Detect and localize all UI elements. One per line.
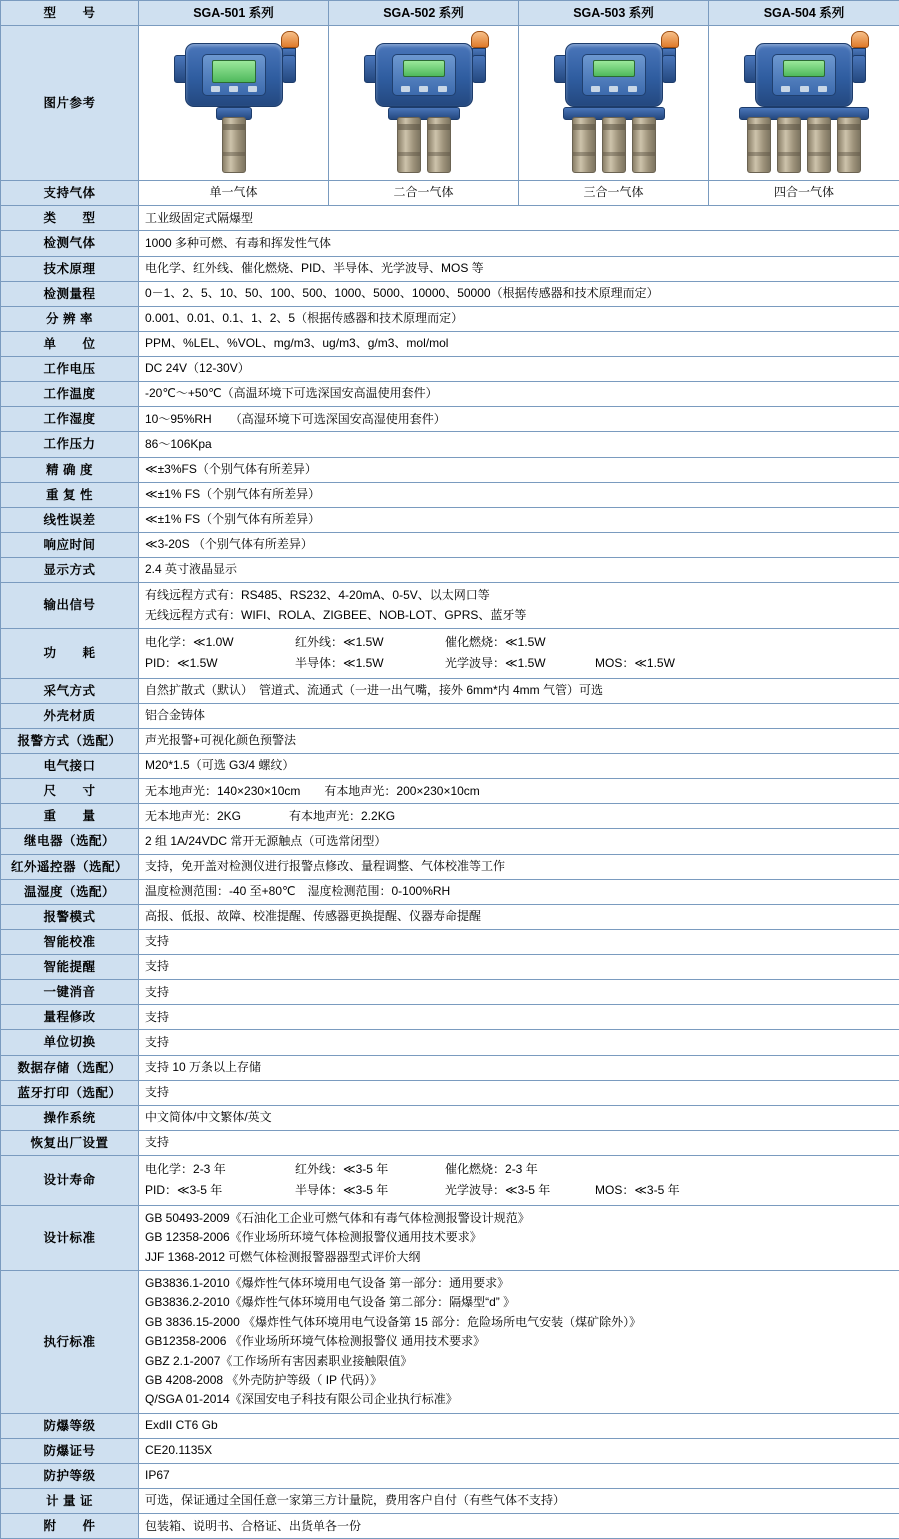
life-line-2 (145, 1180, 893, 1201)
table-row-metrology-certificate (1, 1489, 899, 1514)
row-value-smart-calibration: 支持 (139, 929, 899, 954)
row-label-design-standard: 设计标准 (1, 1205, 139, 1270)
model-cell-3: SGA-503 系列 (519, 1, 709, 26)
table-row-smart-calibration (1, 929, 899, 954)
device-face (582, 54, 646, 96)
row-label-image: 图片参考 (1, 26, 139, 181)
row-label-pressure: 工作压力 (1, 432, 139, 457)
row-label-ex-certificate: 防爆证号 (1, 1438, 139, 1463)
table-row-ip-rating (1, 1464, 899, 1489)
device-buttons (781, 86, 827, 92)
table-row-type (1, 206, 899, 231)
sensor-group (222, 117, 246, 173)
power-item-name: PID： (145, 656, 177, 670)
sensor-probe (397, 117, 421, 173)
output-line-wired: 有线远程方式有：RS485、RS232、4-20mA、0-5V、以太网口等 (145, 586, 893, 605)
row-value-design-life (139, 1156, 899, 1206)
table-row-sampling (1, 678, 899, 703)
row-value-design-standard (139, 1205, 899, 1270)
row-value-linearity: ≪±1% FS（个别气体有所差异） (139, 507, 899, 532)
life-item-value: 2-3 年 (505, 1162, 538, 1176)
gas-support-cell-3: 三合一气体 (519, 181, 709, 206)
sensor-probe (807, 117, 831, 173)
power-item-name: 光学波导： (445, 656, 505, 670)
row-value-voltage: DC 24V（12-30V） (139, 357, 899, 382)
model-cell-2: SGA-502 系列 (329, 1, 519, 26)
sensor-probe (427, 117, 451, 173)
power-item-value: ≪1.5W (505, 635, 546, 649)
power-item (595, 654, 745, 673)
table-row-housing (1, 703, 899, 728)
row-value-electrical-interface: M20*1.5（可选 G3/4 螺纹） (139, 754, 899, 779)
device-display (593, 60, 635, 77)
row-label-sampling: 采气方式 (1, 678, 139, 703)
row-value-humidity: 10～95%RH （高湿环境下可选深国安高湿使用套件） (139, 407, 899, 432)
device-image-1 (139, 26, 329, 181)
power-item-name: MOS： (595, 656, 634, 670)
row-value-temperature: -20℃～+50℃（高温环境下可选深国安高温使用套件） (139, 382, 899, 407)
table-row-factory-reset (1, 1130, 899, 1155)
sensor-probe (747, 117, 771, 173)
table-row-principle (1, 256, 899, 281)
life-line-1 (145, 1159, 893, 1180)
row-label-alarm-method: 报警方式（选配） (1, 728, 139, 753)
row-label-smart-reminder: 智能提醒 (1, 955, 139, 980)
mount-bracket-right (282, 55, 296, 83)
device-body (185, 43, 283, 107)
device-face (392, 54, 456, 96)
model-cell-1: SGA-501 系列 (139, 1, 329, 26)
mount-bracket-right (472, 55, 486, 83)
output-line-wireless: 无线远程方式有：WIFI、ROLA、ZIGBEE、NOB-LOT、GPRS、蓝牙等 (145, 606, 893, 625)
device-illustration-triple (529, 29, 699, 177)
row-value-pressure: 86～106Kpa (139, 432, 899, 457)
row-value-relay: 2 组 1A/24VDC 常开无源触点（可选常闭型） (139, 829, 899, 854)
device-body (755, 43, 853, 107)
life-item (595, 1181, 745, 1200)
row-value-housing: 铝合金铸体 (139, 703, 899, 728)
life-item-name: 催化燃烧： (445, 1162, 505, 1176)
table-row-image (1, 26, 899, 181)
life-item-value: ≪3-5 年 (505, 1183, 550, 1197)
row-label-principle: 技术原理 (1, 256, 139, 281)
device-display (212, 60, 256, 83)
sensor-probe (572, 117, 596, 173)
row-label-unit-switch: 单位切换 (1, 1030, 139, 1055)
row-value-factory-reset: 支持 (139, 1130, 899, 1155)
row-label-linearity: 线性误差 (1, 507, 139, 532)
exec-standard-line: GB 4208-2008 《外壳防护等级（ IP 代码）》 (145, 1371, 893, 1390)
row-label-resolution: 分 辨 率 (1, 306, 139, 331)
row-value-metrology-certificate: 可选，保证通过全国任意一家第三方计量院，费用客户自付（有些气体不支持） (139, 1489, 899, 1514)
table-row-data-storage (1, 1055, 899, 1080)
row-value-unit-switch: 支持 (139, 1030, 899, 1055)
table-row-ex-rating (1, 1413, 899, 1438)
table-row-design-life (1, 1156, 899, 1206)
table-row-humidity (1, 407, 899, 432)
device-buttons (211, 86, 257, 92)
row-value-weight: 无本地声光：2KG 有本地声光：2.2KG (139, 804, 899, 829)
row-label-temp-humidity-option: 温湿度（选配） (1, 879, 139, 904)
row-label-range-modify: 量程修改 (1, 1005, 139, 1030)
row-value-ir-remote: 支持，免开盖对检测仪进行报警点修改、量程调整、气体校准等工作 (139, 854, 899, 879)
table-row-unit (1, 331, 899, 356)
row-label-factory-reset: 恢复出厂设置 (1, 1130, 139, 1155)
table-row-resolution (1, 306, 899, 331)
row-label-detect-gas: 检测气体 (1, 231, 139, 256)
table-row-design-standard (1, 1205, 899, 1270)
table-row-one-key-mute (1, 980, 899, 1005)
life-item-value: ≪3-5 年 (177, 1183, 222, 1197)
table-row-power (1, 628, 899, 678)
device-image-4 (709, 26, 899, 181)
row-label-exec-standard: 执行标准 (1, 1271, 139, 1414)
row-value-data-storage: 支持 10 万条以上存储 (139, 1055, 899, 1080)
row-value-os: 中文简体/中文繁体/英文 (139, 1105, 899, 1130)
device-illustration-dual (339, 29, 509, 177)
row-label-temperature: 工作温度 (1, 382, 139, 407)
power-item-value: ≪1.5W (634, 656, 675, 670)
device-body (375, 43, 473, 107)
gas-support-cell-4: 四合一气体 (709, 181, 899, 206)
device-face (772, 54, 836, 96)
sensor-group (747, 117, 861, 173)
row-label-range: 检测量程 (1, 281, 139, 306)
mount-bracket-right (852, 55, 866, 83)
row-value-display: 2.4 英寸液晶显示 (139, 558, 899, 583)
row-value-resolution: 0.001、0.01、0.1、1、2、5（根据传感器和技术原理而定） (139, 306, 899, 331)
power-item-value: ≪1.5W (505, 656, 546, 670)
power-item (295, 633, 445, 652)
power-item-value: ≪1.5W (343, 635, 384, 649)
row-label-repeatability: 重 复 性 (1, 482, 139, 507)
row-label-os: 操作系统 (1, 1105, 139, 1130)
device-display (403, 60, 445, 77)
row-label-weight: 重 量 (1, 804, 139, 829)
exec-standard-line: GBZ 2.1-2007《工作场所有害因素职业接触限值》 (145, 1352, 893, 1371)
table-row-ex-certificate (1, 1438, 899, 1463)
life-item-value: ≪3-5 年 (343, 1183, 388, 1197)
row-label-ir-remote: 红外遥控器（选配） (1, 854, 139, 879)
table-row-smart-reminder (1, 955, 899, 980)
life-item-value: ≪3-5 年 (343, 1162, 388, 1176)
row-value-alarm-method: 声光报警+可视化颜色预警法 (139, 728, 899, 753)
design-standard-line: JJF 1368-2012 可燃气体检测报警器器型式评价大纲 (145, 1248, 893, 1267)
life-item (145, 1160, 295, 1179)
row-label-power: 功 耗 (1, 628, 139, 678)
table-row-exec-standard (1, 1271, 899, 1414)
power-item-name: 催化燃烧： (445, 635, 505, 649)
row-label-data-storage: 数据存储（选配） (1, 1055, 139, 1080)
table-row-voltage (1, 357, 899, 382)
power-item (445, 633, 595, 652)
life-item (145, 1181, 295, 1200)
row-label-accuracy: 精 确 度 (1, 457, 139, 482)
row-label-output-signal: 输出信号 (1, 583, 139, 629)
row-label-accessories: 附 件 (1, 1514, 139, 1539)
power-item-value: ≪1.0W (193, 635, 234, 649)
gas-support-cell-1: 单一气体 (139, 181, 329, 206)
device-buttons (401, 86, 447, 92)
row-value-ex-certificate: CE20.1135X (139, 1438, 899, 1463)
table-row-pressure (1, 432, 899, 457)
life-item-name: MOS： (595, 1183, 634, 1197)
power-item-value: ≪1.5W (343, 656, 384, 670)
life-item (445, 1160, 595, 1179)
row-label-ex-rating: 防爆等级 (1, 1413, 139, 1438)
row-label-dimensions: 尺 寸 (1, 779, 139, 804)
row-label-electrical-interface: 电气接口 (1, 754, 139, 779)
table-row-output-signal (1, 583, 899, 629)
device-face (202, 54, 266, 96)
table-row-response-time (1, 532, 899, 557)
row-label-type: 类 型 (1, 206, 139, 231)
table-row-accuracy (1, 457, 899, 482)
row-value-accessories: 包装箱、说明书、合格证、出货单各一份 (139, 1514, 899, 1539)
row-value-response-time: ≪3-20S （个别气体有所差异） (139, 532, 899, 557)
life-item-name: 半导体： (295, 1183, 343, 1197)
table-row-os (1, 1105, 899, 1130)
life-item (445, 1181, 595, 1200)
table-row-relay (1, 829, 899, 854)
row-label-bluetooth-print: 蓝牙打印（选配） (1, 1080, 139, 1105)
row-value-range: 0－1、2、5、10、50、100、500、1000、5000、10000、50000（根据传感器和技术原理而定） (139, 281, 899, 306)
life-item-name: 光学波导： (445, 1183, 505, 1197)
device-display (783, 60, 825, 77)
row-value-smart-reminder: 支持 (139, 955, 899, 980)
table-row-bluetooth-print (1, 1080, 899, 1105)
device-image-3 (519, 26, 709, 181)
device-illustration-quad (719, 29, 889, 177)
row-value-accuracy: ≪±3%FS（个别气体有所差异） (139, 457, 899, 482)
power-item (145, 633, 295, 652)
table-row-gas-support (1, 181, 899, 206)
row-label-response-time: 响应时间 (1, 532, 139, 557)
table-row-weight (1, 804, 899, 829)
table-row-temperature (1, 382, 899, 407)
row-value-one-key-mute: 支持 (139, 980, 899, 1005)
row-label-smart-calibration: 智能校准 (1, 929, 139, 954)
row-label-housing: 外壳材质 (1, 703, 139, 728)
life-item-value: 2-3 年 (193, 1162, 226, 1176)
row-label-display: 显示方式 (1, 558, 139, 583)
table-row-range (1, 281, 899, 306)
sensor-probe (777, 117, 801, 173)
power-item-name: 半导体： (295, 656, 343, 670)
device-illustration-single (149, 29, 319, 177)
row-value-bluetooth-print: 支持 (139, 1080, 899, 1105)
device-image-2 (329, 26, 519, 181)
table-row-alarm-method (1, 728, 899, 753)
row-label-design-life: 设计寿命 (1, 1156, 139, 1206)
power-item-name: 红外线： (295, 635, 343, 649)
table-row-linearity (1, 507, 899, 532)
power-line-2 (145, 653, 893, 674)
row-label-ip-rating: 防护等级 (1, 1464, 139, 1489)
row-value-power (139, 628, 899, 678)
row-value-range-modify: 支持 (139, 1005, 899, 1030)
power-line-1 (145, 632, 893, 653)
row-value-type: 工业级固定式隔爆型 (139, 206, 899, 231)
row-value-temp-humidity-option: 温度检测范围：-40 至+80℃ 湿度检测范围：0-100%RH (139, 879, 899, 904)
table-row-range-modify (1, 1005, 899, 1030)
table-row-detect-gas (1, 231, 899, 256)
sensor-group (572, 117, 656, 173)
sensor-group (397, 117, 451, 173)
row-value-repeatability: ≪±1% FS（个别气体有所差异） (139, 482, 899, 507)
table-row-ir-remote (1, 854, 899, 879)
exec-standard-line: GB3836.1-2010《爆炸性气体环境用电气设备 第一部分：通用要求》 (145, 1274, 893, 1293)
life-item (295, 1181, 445, 1200)
life-item-name: 红外线： (295, 1162, 343, 1176)
exec-standard-line: GB 3836.15-2000 《爆炸性气体环境用电气设备第 15 部分：危险场所电气安装（煤矿除外）》 (145, 1313, 893, 1332)
row-label-voltage: 工作电压 (1, 357, 139, 382)
power-item (445, 654, 595, 673)
model-cell-4: SGA-504 系列 (709, 1, 899, 26)
sensor-probe (632, 117, 656, 173)
row-value-ip-rating: IP67 (139, 1464, 899, 1489)
table-row-dimensions (1, 779, 899, 804)
row-label-humidity: 工作湿度 (1, 407, 139, 432)
design-standard-line: GB 12358-2006《作业场所环境气体检测报警仪通用技术要求》 (145, 1228, 893, 1247)
row-label-one-key-mute: 一键消音 (1, 980, 139, 1005)
sensor-probe (602, 117, 626, 173)
row-value-principle: 电化学、红外线、催化燃烧、PID、半导体、光学波导、MOS 等 (139, 256, 899, 281)
gas-support-cell-2: 二合一气体 (329, 181, 519, 206)
row-value-sampling: 自然扩散式（默认） 管道式、流通式（一进一出气嘴，接外 6mm*内 4mm 气管）可选 (139, 678, 899, 703)
power-item-value: ≪1.5W (177, 656, 218, 670)
table-row-repeatability (1, 482, 899, 507)
row-value-output-signal (139, 583, 899, 629)
row-value-unit: PPM、%LEL、%VOL、mg/m3、ug/m3、g/m3、mol/mol (139, 331, 899, 356)
power-item (145, 654, 295, 673)
row-label-alarm-modes: 报警模式 (1, 904, 139, 929)
exec-standard-line: Q/SGA 01-2014《深国安电子科技有限公司企业执行标准》 (145, 1390, 893, 1409)
power-item-name: 电化学： (145, 635, 193, 649)
mount-bracket-right (662, 55, 676, 83)
table-row-temp-humidity-option (1, 879, 899, 904)
table-row-display (1, 558, 899, 583)
device-buttons (591, 86, 637, 92)
row-value-exec-standard (139, 1271, 899, 1414)
row-value-alarm-modes: 高报、低报、故障、校准提醒、传感器更换提醒、仪器寿命提醒 (139, 904, 899, 929)
row-label-model: 型 号 (1, 1, 139, 26)
life-item-name: 电化学： (145, 1162, 193, 1176)
sensor-probe (837, 117, 861, 173)
sensor-probe (222, 117, 246, 173)
exec-standard-line: GB3836.2-2010《爆炸性气体环境用电气设备 第二部分：隔爆型“d” 》 (145, 1293, 893, 1312)
table-row-alarm-modes (1, 904, 899, 929)
power-item (295, 654, 445, 673)
row-value-ex-rating: ExdII CT6 Gb (139, 1413, 899, 1438)
table-row-accessories (1, 1514, 899, 1539)
life-item-value: ≪3-5 年 (634, 1183, 679, 1197)
life-item-name: PID： (145, 1183, 177, 1197)
table-row-electrical-interface (1, 754, 899, 779)
row-label-unit: 单 位 (1, 331, 139, 356)
row-label-metrology-certificate: 计 量 证 (1, 1489, 139, 1514)
life-item (295, 1160, 445, 1179)
exec-standard-line: GB12358-2006 《作业场所环境气体检测报警仪 通用技术要求》 (145, 1332, 893, 1351)
row-value-detect-gas: 1000 多种可燃、有毒和挥发性气体 (139, 231, 899, 256)
table-row-unit-switch (1, 1030, 899, 1055)
table-row-model (1, 1, 899, 26)
device-body (565, 43, 663, 107)
row-label-relay: 继电器（选配） (1, 829, 139, 854)
row-value-dimensions: 无本地声光：140×230×10cm 有本地声光：200×230×10cm (139, 779, 899, 804)
design-standard-line: GB 50493-2009《石油化工企业可燃气体和有毒气体检测报警设计规范》 (145, 1209, 893, 1228)
row-label-gas-support: 支持气体 (1, 181, 139, 206)
